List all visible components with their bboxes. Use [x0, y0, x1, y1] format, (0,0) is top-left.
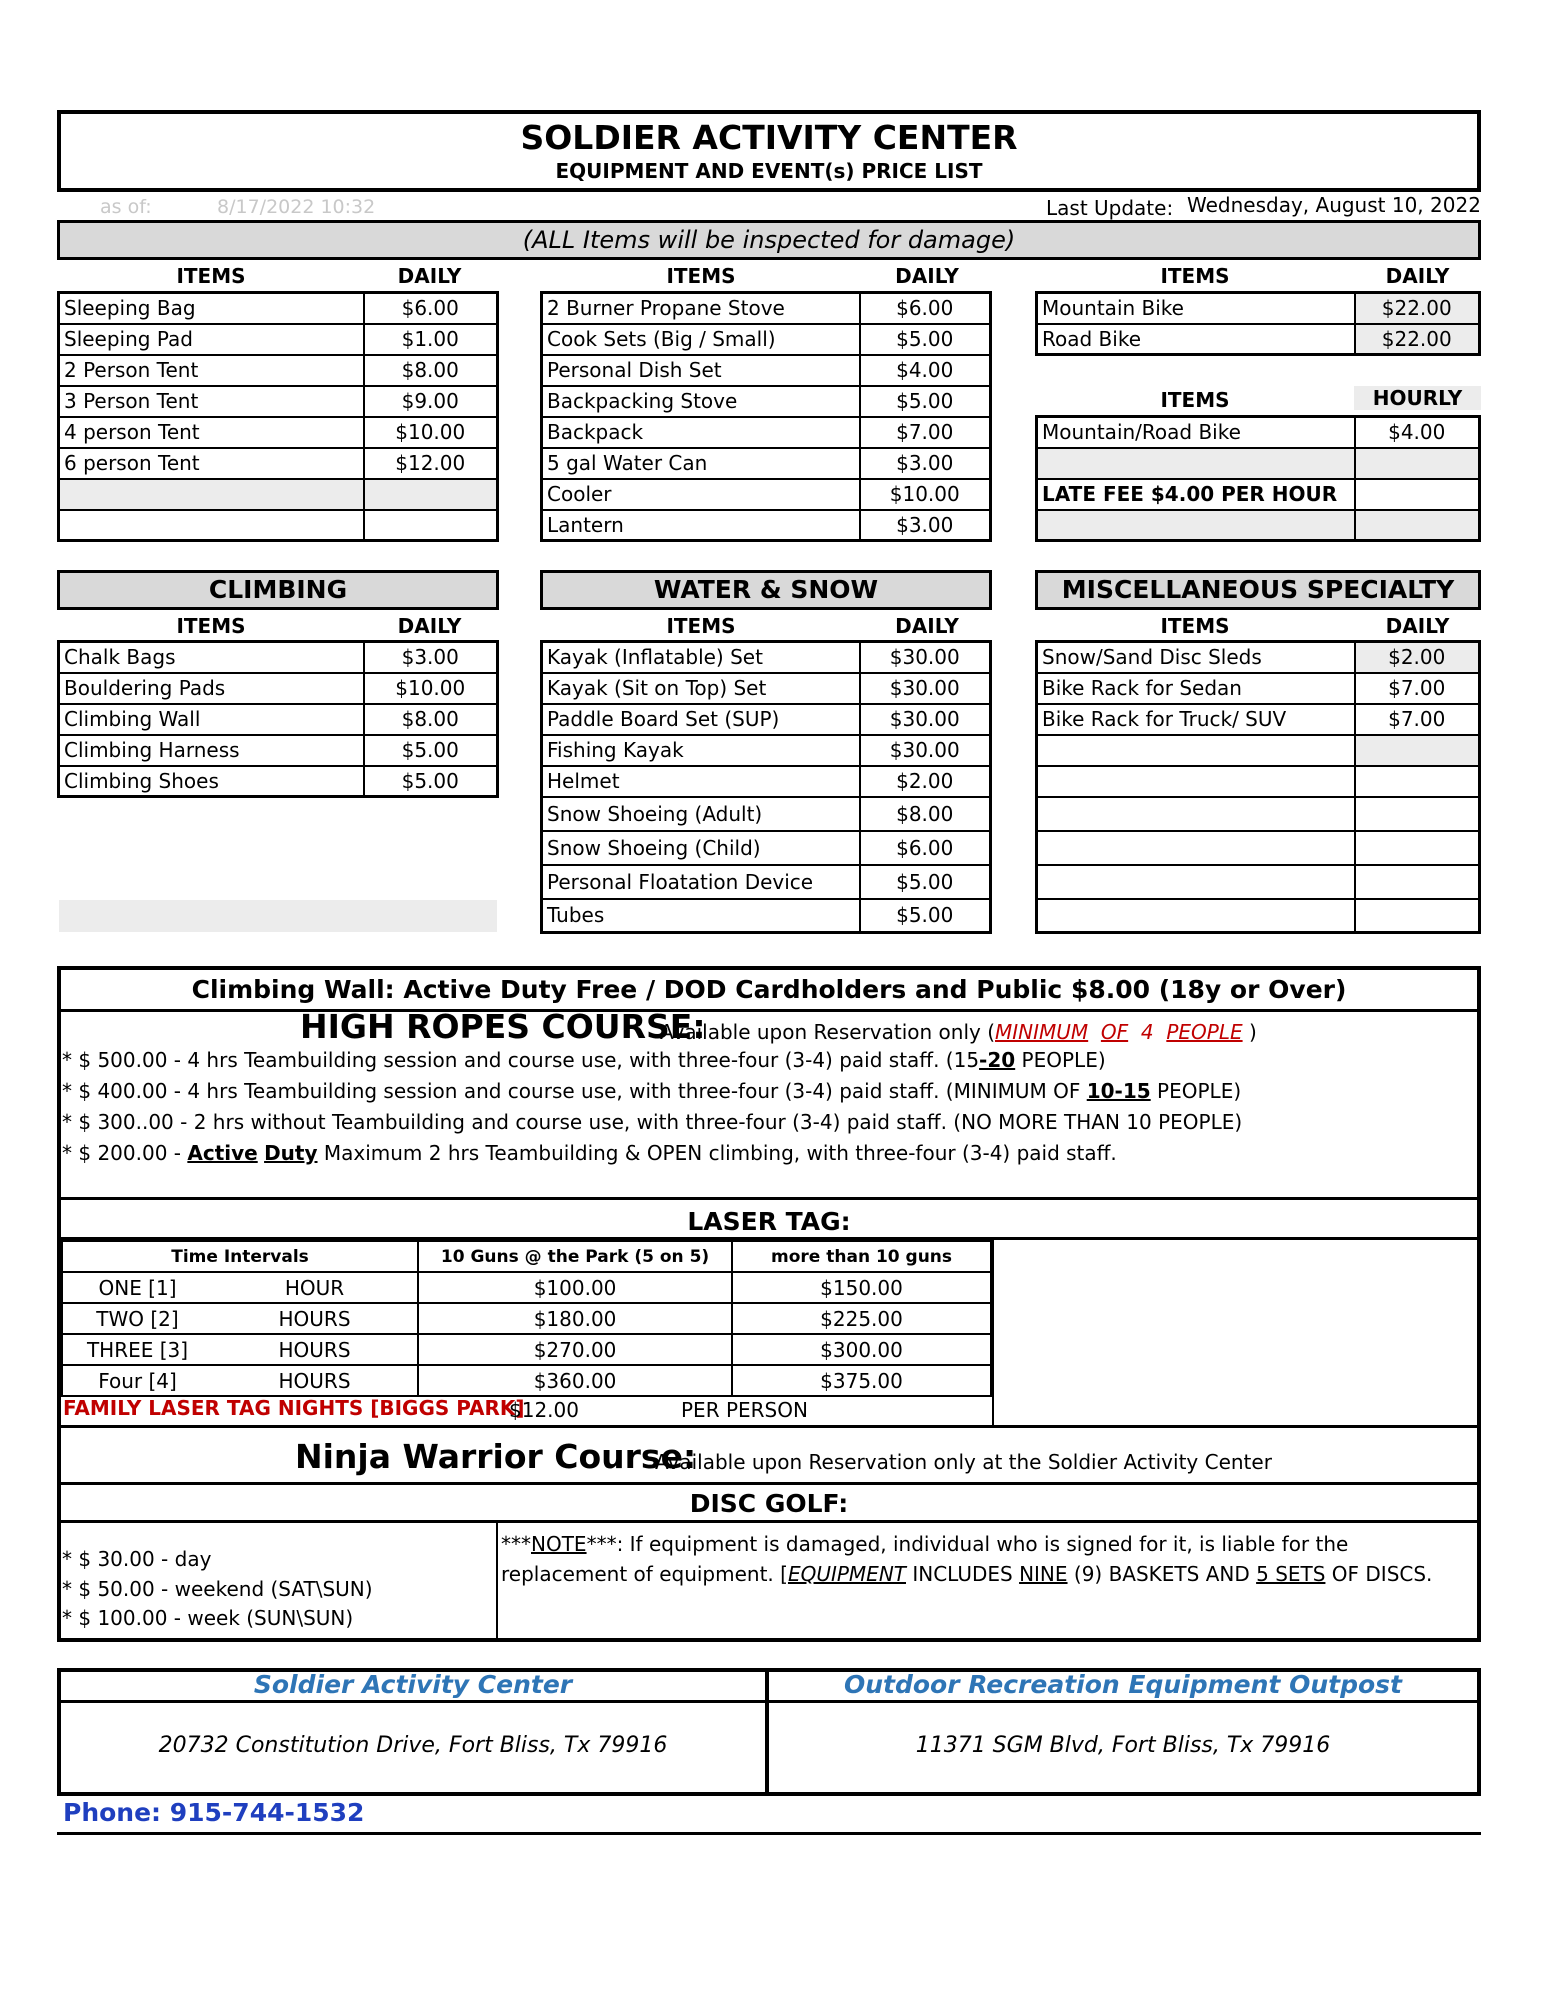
line-text: PEOPLE) [1015, 1048, 1106, 1072]
divider [61, 1482, 1477, 1485]
table-row [1037, 448, 1480, 479]
col-header-daily: DAILY [397, 614, 462, 638]
item-name: Snow Shoeing (Child) [542, 831, 860, 865]
divider [992, 1240, 994, 1426]
item-price: $5.00 [860, 324, 991, 355]
item-name: Cooler [542, 479, 860, 510]
note-text: (9) BASKETS AND [1067, 1562, 1257, 1586]
ninja-title: Ninja Warrior Course: [295, 1437, 697, 1476]
item-price: $5.00 [364, 735, 498, 766]
item-name: Fishing Kayak [542, 735, 860, 766]
divider [496, 1522, 498, 1638]
title-box [57, 110, 1481, 192]
item-name: Backpacking Stove [542, 386, 860, 417]
item-name: Road Bike [1037, 324, 1355, 355]
col-header-items: ITEMS [1160, 264, 1230, 288]
item-price: $9.00 [364, 386, 498, 417]
footer-left-address: 20732 Constitution Drive, Fort Bliss, Tx 79916 [158, 1733, 668, 1758]
family-laser-tag: FAMILY LASER TAG NIGHTS [BIGGS PARK] [63, 1396, 525, 1420]
item-price: $22.00 [1355, 293, 1480, 324]
lt-count: ONE [1] [62, 1272, 212, 1303]
table-row [1037, 324, 1480, 355]
lt-count: Four [4] [62, 1365, 212, 1396]
table-row [1037, 766, 1480, 797]
item-name: Sleeping Bag [59, 293, 364, 324]
item-name: Helmet [542, 766, 860, 797]
item-price: $4.00 [1355, 417, 1480, 448]
line-text: * $ 200.00 - [62, 1141, 188, 1165]
laser-tag-title: LASER TAG: [687, 1207, 851, 1236]
empty-cell [1037, 865, 1355, 899]
bikes-hourly-table [1035, 415, 1481, 542]
empty-cell [1037, 831, 1355, 865]
table-row [62, 1303, 991, 1334]
empty-shaded-cell [59, 900, 497, 932]
table-row [59, 355, 498, 386]
table-row [542, 510, 991, 541]
item-name: Backpack [542, 417, 860, 448]
table-row [542, 704, 991, 735]
water-snow-table [540, 640, 992, 934]
col-header-items: ITEMS [666, 614, 736, 638]
item-price: $8.00 [364, 355, 498, 386]
table-row [542, 735, 991, 766]
table-row [1037, 293, 1480, 324]
item-name: Bouldering Pads [59, 673, 364, 704]
note-text: *** [501, 1532, 531, 1556]
item-price: $7.00 [1355, 704, 1480, 735]
item-name: Lantern [542, 510, 860, 541]
empty-cell [59, 510, 364, 541]
disc-golf-price: * $ 50.00 - weekend (SAT\SUN) [62, 1577, 373, 1601]
item-name: 2 Burner Propane Stove [542, 293, 860, 324]
item-name: Tubes [542, 899, 860, 933]
phone-number: Phone: 915-744-1532 [63, 1798, 365, 1827]
note-text: OF DISCS. [1325, 1562, 1433, 1586]
item-name: Mountain/Road Bike [1037, 417, 1355, 448]
item-price: $8.00 [860, 797, 991, 831]
item-name: 5 gal Water Can [542, 448, 860, 479]
col-header-daily: DAILY [895, 264, 959, 288]
item-name: 2 Person Tent [59, 355, 364, 386]
late-fee: LATE FEE $4.00 PER HOUR [1037, 479, 1355, 510]
col-header-hourly: HOURLY [1354, 386, 1481, 410]
disc-golf-price: * $ 100.00 - week (SUN\SUN) [62, 1606, 354, 1630]
table-row [59, 324, 498, 355]
line-emph: -20 [979, 1048, 1016, 1072]
laser-tag-table [61, 1240, 992, 1397]
line-text: PEOPLE) [1150, 1079, 1242, 1103]
table-row [1037, 479, 1480, 510]
empty-cell [1037, 510, 1355, 541]
item-price: $3.00 [860, 510, 991, 541]
item-price: $4.00 [860, 355, 991, 386]
high-ropes-line-3: * $ 300..00 - 2 hrs without Teambuilding and course use, with three-four (3-4) paid staff. (NO MORE THAN 10 PEOPLE) [62, 1110, 1243, 1134]
footer-right-address: 11371 SGM Blvd, Fort Bliss, Tx 79916 [915, 1733, 1331, 1758]
item-name: Bike Rack for Truck/ SUV [1037, 704, 1355, 735]
line-text: * $ 400.00 - 4 hrs Teambuilding session and course use, with three-four (3-4) paid staff. (MINIMUM OF [62, 1079, 1087, 1103]
empty-cell [59, 479, 364, 510]
high-ropes-title: HIGH ROPES COURSE: [300, 1007, 706, 1046]
as-of-label: as of: [100, 196, 152, 218]
table-row [542, 386, 991, 417]
empty-cell [364, 510, 498, 541]
ninja-subtitle: Available upon Reservation only at the Soldier Activity Center [655, 1450, 1272, 1474]
divider [61, 1520, 1477, 1523]
footer-left-name: Soldier Activity Center [253, 1670, 573, 1699]
item-price: $2.00 [860, 766, 991, 797]
item-name: Bike Rack for Sedan [1037, 673, 1355, 704]
item-price: $5.00 [860, 386, 991, 417]
table-row [1037, 899, 1480, 933]
line-emph: Active [187, 1141, 258, 1165]
table-row [1037, 735, 1480, 766]
lt-unit: HOURS [212, 1334, 418, 1365]
table-row [542, 417, 991, 448]
empty-cell [1355, 899, 1480, 933]
line-text: Maximum 2 hrs Teambuilding & OPEN climbing, with three-four (3-4) paid staff. [317, 1141, 1117, 1165]
empty-cell [1037, 797, 1355, 831]
bikes-table [1035, 291, 1481, 356]
misc-table [1035, 640, 1481, 934]
item-name: Snow Shoeing (Adult) [542, 797, 860, 831]
climbing-wall-note: Climbing Wall: Active Duty Free / DOD Cardholders and Public $8.00 (18y or Over) [61, 970, 1477, 1012]
inspection-banner: (ALL Items will be inspected for damage) [57, 220, 1481, 260]
cooking-table [540, 291, 992, 542]
item-price: $30.00 [860, 735, 991, 766]
high-ropes-line-2 [62, 1079, 1241, 1103]
col-header-items: ITEMS [666, 264, 736, 288]
table-row [1037, 673, 1480, 704]
note-emph: 5 SETS [1256, 1562, 1326, 1586]
table-row [59, 735, 498, 766]
table-row [1037, 865, 1480, 899]
item-price: $2.00 [1355, 642, 1480, 673]
item-price: $5.00 [860, 865, 991, 899]
minimum-text: MINIMUM [995, 1020, 1089, 1044]
table-row [62, 1365, 991, 1396]
item-name: Climbing Harness [59, 735, 364, 766]
page-title: SOLDIER ACTIVITY CENTER [520, 118, 1018, 157]
last-update-value: Wednesday, August 10, 2022 [1187, 193, 1481, 217]
table-row [542, 479, 991, 510]
table-row [59, 510, 498, 541]
camping-table [57, 291, 499, 542]
high-ropes-subtitle [660, 1020, 1257, 1044]
table-row [59, 293, 498, 324]
empty-cell [1355, 831, 1480, 865]
table-row [62, 1334, 991, 1365]
item-price: $5.00 [860, 899, 991, 933]
table-row [59, 448, 498, 479]
lt-price-a: $100.00 [418, 1272, 732, 1303]
item-name: Personal Floatation Device [542, 865, 860, 899]
line-text: * $ 500.00 - 4 hrs Teambuilding session and course use, with three-four (3-4) paid staff. (15 [62, 1048, 980, 1072]
empty-cell [1037, 735, 1355, 766]
item-price: $8.00 [364, 704, 498, 735]
item-price: $30.00 [860, 673, 991, 704]
item-price: $6.00 [860, 831, 991, 865]
divider [61, 1700, 1477, 1703]
lt-price-a: $270.00 [418, 1334, 732, 1365]
lt-unit: HOURS [212, 1303, 418, 1334]
item-name: Mountain Bike [1037, 293, 1355, 324]
empty-cell [1355, 479, 1480, 510]
item-price: $10.00 [364, 417, 498, 448]
section-misc: MISCELLANEOUS SPECIALTY [1035, 570, 1481, 610]
table-row [542, 448, 991, 479]
high-ropes-line-1 [62, 1048, 1106, 1072]
table-row [59, 766, 498, 797]
divider [61, 1425, 1477, 1428]
empty-cell [1355, 735, 1480, 766]
item-price: $30.00 [860, 642, 991, 673]
lt-header: 10 Guns @ the Park (5 on 5) [418, 1241, 732, 1272]
item-name: Chalk Bags [59, 642, 364, 673]
disc-golf-title: DISC GOLF: [689, 1489, 849, 1518]
item-price: $10.00 [860, 479, 991, 510]
lt-price-a: $180.00 [418, 1303, 732, 1334]
section-water-snow: WATER & SNOW [540, 570, 992, 610]
damage-note [501, 1529, 1471, 1589]
bottom-rule [57, 1832, 1481, 1835]
col-header-items: ITEMS [1160, 388, 1230, 412]
table-row [1037, 510, 1480, 541]
col-header-daily: DAILY [895, 614, 959, 638]
table-row [1037, 831, 1480, 865]
lt-count: THREE [3] [62, 1334, 212, 1365]
item-price: $10.00 [364, 673, 498, 704]
high-ropes-sub-text: Available upon Reservation only ( [660, 1020, 995, 1044]
table-row [59, 673, 498, 704]
table-row [542, 293, 991, 324]
of-text: OF [1100, 1020, 1129, 1044]
lt-header: Time Intervals [62, 1241, 418, 1272]
note-text: INCLUDES [906, 1562, 1020, 1586]
item-price: $7.00 [860, 417, 991, 448]
line-emph: Duty [264, 1141, 318, 1165]
empty-cell [1355, 448, 1480, 479]
table-row [59, 386, 498, 417]
table-row [542, 642, 991, 673]
col-header-daily: DAILY [1385, 614, 1450, 638]
empty-cell [364, 479, 498, 510]
lt-price-b: $300.00 [732, 1334, 991, 1365]
page-subtitle: EQUIPMENT AND EVENT(s) PRICE LIST [555, 159, 983, 183]
lt-price-a: $360.00 [418, 1365, 732, 1396]
item-name: Cook Sets (Big / Small) [542, 324, 860, 355]
item-name: Climbing Shoes [59, 766, 364, 797]
note-text: ***: If equipment is damaged, individual who is signed for it, is liable for the replacement of equipment. [ [501, 1532, 1349, 1586]
table-row [542, 831, 991, 865]
close-paren: ) [1248, 1020, 1257, 1044]
col-header-items: ITEMS [176, 614, 246, 638]
item-name: Climbing Wall [59, 704, 364, 735]
four-text: 4 [1140, 1020, 1154, 1044]
item-price: $3.00 [860, 448, 991, 479]
family-laser-tag-price: $12.00 [509, 1398, 579, 1422]
col-header-items: ITEMS [176, 264, 246, 288]
table-row [59, 479, 498, 510]
empty-cell [1355, 865, 1480, 899]
table-row [1037, 704, 1480, 735]
item-name: Sleeping Pad [59, 324, 364, 355]
lt-unit: HOURS [212, 1365, 418, 1396]
item-name: Personal Dish Set [542, 355, 860, 386]
climbing-table [57, 640, 499, 798]
family-laser-tag-per: PER PERSON [681, 1398, 808, 1422]
table-row [542, 324, 991, 355]
empty-cell [1355, 797, 1480, 831]
table-row [1037, 797, 1480, 831]
item-price: $12.00 [364, 448, 498, 479]
table-row [542, 355, 991, 386]
col-header-daily: DAILY [1385, 264, 1450, 288]
item-price: $22.00 [1355, 324, 1480, 355]
lt-price-b: $375.00 [732, 1365, 991, 1396]
empty-cell [1355, 766, 1480, 797]
lt-price-b: $225.00 [732, 1303, 991, 1334]
lt-count: TWO [2] [62, 1303, 212, 1334]
table-row [542, 673, 991, 704]
item-name: 3 Person Tent [59, 386, 364, 417]
empty-cell [1355, 510, 1480, 541]
table-row [59, 704, 498, 735]
table-row [542, 766, 991, 797]
table-row [62, 1241, 991, 1272]
last-update-label: Last Update: [1046, 196, 1174, 220]
note-emph: NINE [1019, 1562, 1068, 1586]
empty-cell [1037, 766, 1355, 797]
table-row [542, 865, 991, 899]
table-row [542, 899, 991, 933]
item-name: Paddle Board Set (SUP) [542, 704, 860, 735]
item-price: $6.00 [364, 293, 498, 324]
line-emph: 10-15 [1086, 1079, 1151, 1103]
as-of-value: 8/17/2022 10:32 [217, 196, 376, 218]
empty-cell [1037, 899, 1355, 933]
lt-unit: HOUR [212, 1272, 418, 1303]
item-price: $1.00 [364, 324, 498, 355]
item-name: 6 person Tent [59, 448, 364, 479]
table-row [59, 642, 498, 673]
note-emph: EQUIPMENT [787, 1562, 906, 1586]
item-price: $6.00 [860, 293, 991, 324]
table-row [59, 417, 498, 448]
table-row [1037, 642, 1480, 673]
divider [61, 1197, 1477, 1200]
item-name: Kayak (Inflatable) Set [542, 642, 860, 673]
section-climbing: CLIMBING [57, 570, 499, 610]
item-price: $30.00 [860, 704, 991, 735]
people-text: PEOPLE [1166, 1020, 1243, 1044]
item-price: $3.00 [364, 642, 498, 673]
lt-header: more than 10 guns [732, 1241, 991, 1272]
empty-cell [1037, 448, 1355, 479]
item-name: 4 person Tent [59, 417, 364, 448]
lt-price-b: $150.00 [732, 1272, 991, 1303]
table-row [62, 1272, 991, 1303]
item-name: Snow/Sand Disc Sleds [1037, 642, 1355, 673]
col-header-items: ITEMS [1160, 614, 1230, 638]
item-name: Kayak (Sit on Top) Set [542, 673, 860, 704]
item-price: $7.00 [1355, 673, 1480, 704]
col-header-daily: DAILY [397, 264, 462, 288]
disc-golf-price: * $ 30.00 - day [62, 1547, 212, 1571]
item-price: $5.00 [364, 766, 498, 797]
high-ropes-line-4 [62, 1141, 1117, 1165]
footer-right-name: Outdoor Recreation Equipment Outpost [843, 1670, 1402, 1699]
note-emph: NOTE [531, 1532, 587, 1556]
table-row [1037, 417, 1480, 448]
table-row [542, 797, 991, 831]
